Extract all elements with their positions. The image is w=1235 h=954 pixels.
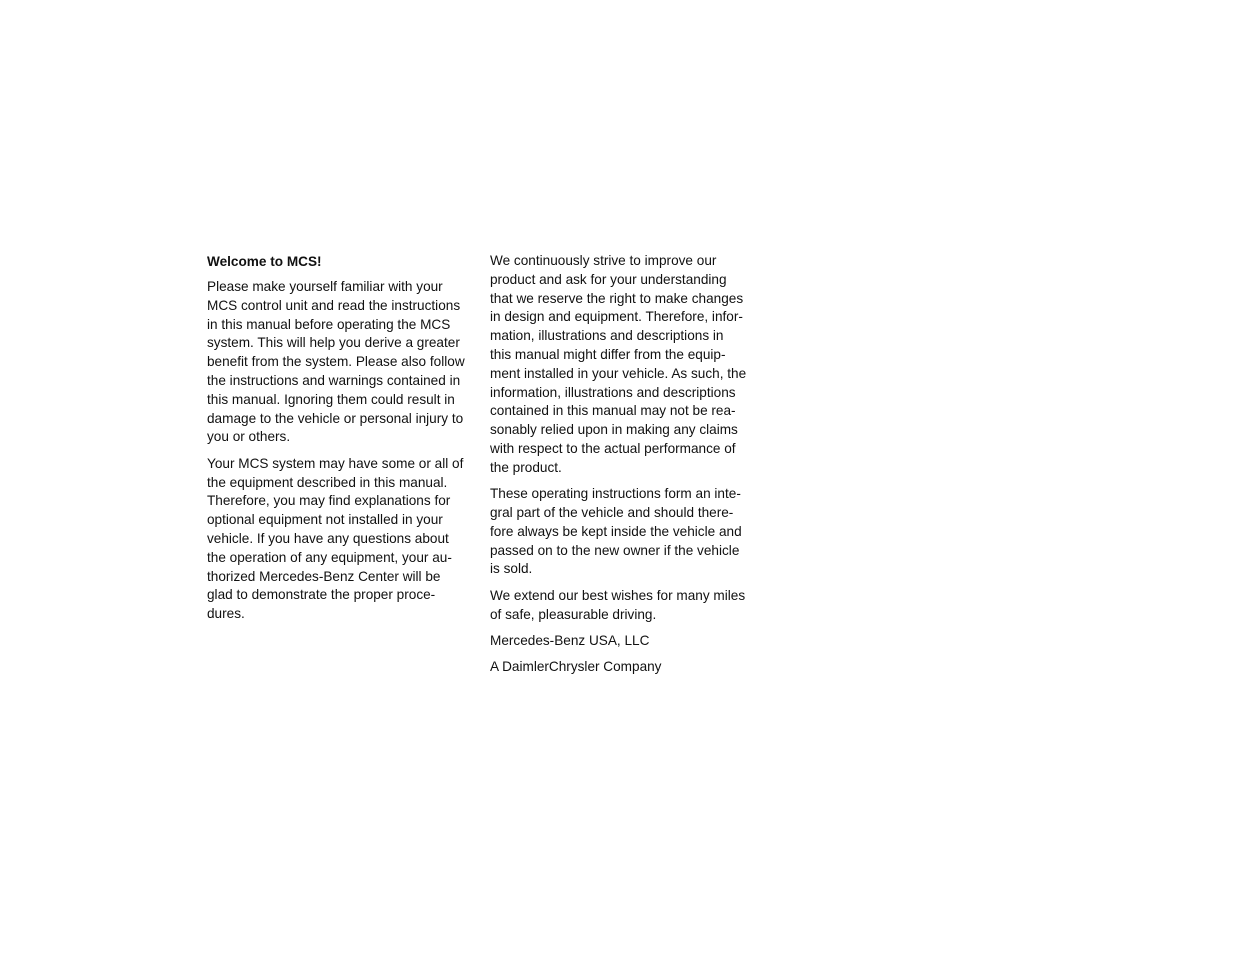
text-line: vehicle. If you have any questions about [207, 530, 449, 546]
improvement-paragraph [490, 252, 758, 478]
text-line: MCS control unit and read the instructions [207, 297, 461, 313]
best-wishes-paragraph [490, 587, 758, 625]
text-line: fore always be kept inside the vehicle and [490, 523, 742, 539]
text-line: gral part of the vehicle and should there- [490, 504, 734, 520]
text-line: of safe, pleasurable driving. [490, 606, 657, 622]
text-line: the instructions and warnings contained in [207, 372, 461, 388]
text-line: sonably relied upon in making any claims [490, 422, 738, 438]
text-line: that we reserve the right to make changes [490, 290, 744, 306]
equipment-paragraph [207, 455, 475, 624]
text-line: mation, illustrations and descriptions in [490, 328, 724, 344]
text-line: the product. [490, 459, 562, 475]
text-line: damage to the vehicle or personal injury to [207, 410, 464, 426]
text-line: We extend our best wishes for many miles [490, 587, 746, 603]
text-line: information, illustrations and descriptions [490, 384, 736, 400]
text-line: Mercedes-Benz USA, LLC [490, 632, 650, 648]
intro-paragraph [207, 278, 475, 447]
text-line: the operation of any equipment, your au- [207, 549, 452, 565]
text-line: with respect to the actual performance of [490, 440, 736, 456]
text-line: the equipment described in this manual. [207, 474, 448, 490]
text-line: you or others. [207, 429, 291, 445]
text-line: product and ask for your understanding [490, 271, 727, 287]
welcome-heading: Welcome to MCS! [207, 254, 322, 269]
text-line: in design and equipment. Therefore, infor- [490, 309, 743, 325]
text-line: thorized Mercedes-Benz Center will be [207, 568, 441, 584]
text-line: dures. [207, 606, 245, 622]
left-column [207, 252, 475, 632]
text-line: A DaimlerChrysler Company [490, 659, 662, 675]
parent-company [490, 658, 758, 677]
text-line: this manual. Ignoring them could result in [207, 391, 455, 407]
text-line: is sold. [490, 561, 533, 577]
text-line: ment installed in your vehicle. As such, the [490, 365, 747, 381]
company-name [490, 632, 758, 651]
text-line: Therefore, you may find explanations for [207, 493, 451, 509]
text-line: this manual might differ from the equip- [490, 346, 726, 362]
text-line: optional equipment not installed in your [207, 512, 443, 528]
text-line: benefit from the system. Please also follow [207, 354, 465, 370]
text-line: passed on to the new owner if the vehicle [490, 542, 740, 558]
text-line: glad to demonstrate the proper proce- [207, 587, 436, 603]
text-line: We continuously strive to improve our [490, 253, 717, 268]
text-line: in this manual before operating the MCS [207, 316, 451, 332]
text-line: Please make yourself familiar with your [207, 279, 443, 294]
text-line: These operating instructions form an inte- [490, 486, 741, 502]
text-line: system. This will help you derive a greater [207, 335, 460, 351]
right-column [490, 252, 758, 685]
text-line: contained in this manual may not be rea- [490, 403, 736, 419]
operating-instructions-paragraph [490, 485, 758, 579]
text-line: Your MCS system may have some or all of [207, 455, 464, 471]
